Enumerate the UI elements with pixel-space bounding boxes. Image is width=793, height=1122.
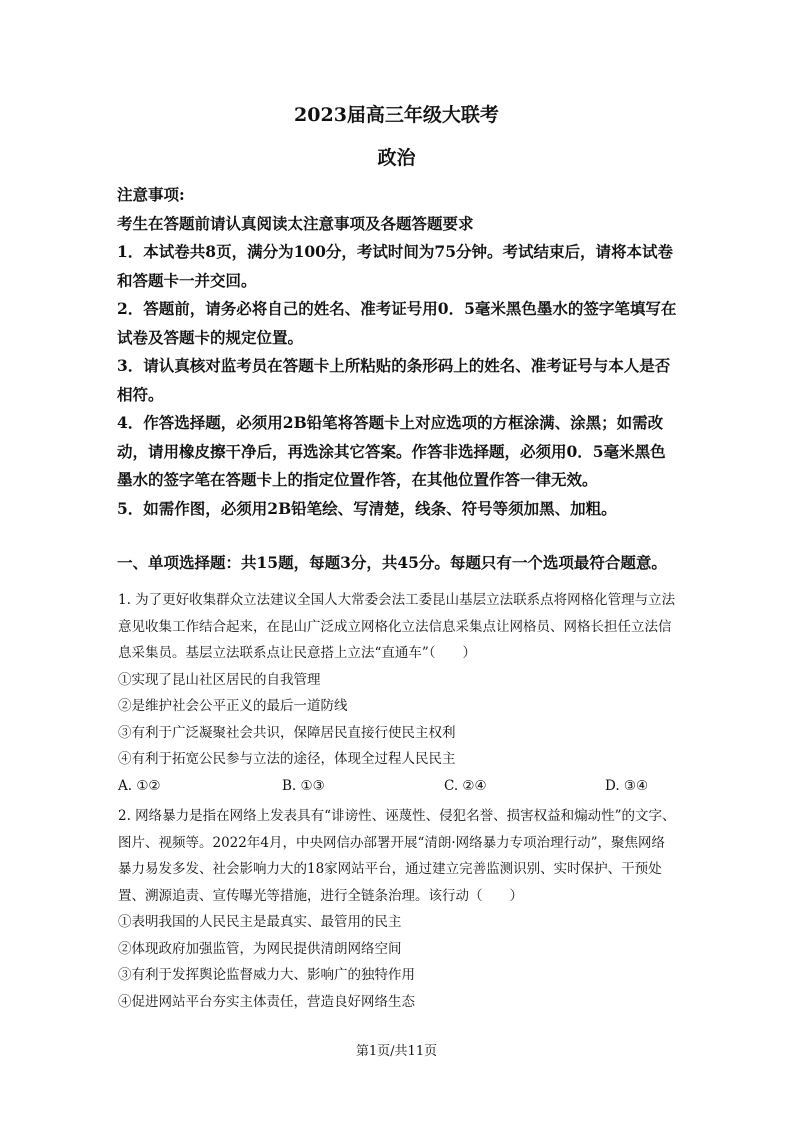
statement: ④促进网站平台夯实主体责任，营造良好网络生态 <box>118 993 415 1010</box>
statement: ②体现政府加强监管，为网民提供清朗网络空间 <box>118 940 402 957</box>
notes-intro: 考生在答题前请认真阅读太注意事项及各题答题要求 <box>117 213 474 233</box>
notes-item: 5．如需作图，必须用2B铅笔绘、写清楚，线条、符号等须加黑、加粗。 <box>117 498 617 518</box>
exam-title: 2023届高三年级大联考 <box>294 104 499 126</box>
page-number: 第1页/共11页 <box>355 1044 438 1059</box>
subject-title: 政治 <box>377 147 416 169</box>
question-1 <box>118 587 678 799</box>
statement: ③有利于广泛凝聚社会共识，保障居民直接行使民主权利 <box>118 724 456 741</box>
answer-options <box>118 773 678 800</box>
notes-item: 1．本试卷共8页，满分为100分，考试时间为75分钟。考试结束后，请将本试卷和答题卡一并交回。 <box>117 242 673 290</box>
notes-item: 4．作答选择题，必须用2B铅笔将答题卡上对应选项的方框涂满、涂黑；如需改动，请用橡皮擦干净后，再选涂其它答案。作答非选择题，必须用0．5毫米黑色墨水的签字笔在答题卡上的指定位置作答，在其他位置作答一律无效。 <box>117 413 666 489</box>
statement: ③有利于发挥舆论监督威力大、影响广的独特作用 <box>118 967 415 983</box>
notes-heading: 注意事项: <box>117 185 185 204</box>
option-d: D. ③④ <box>605 777 649 794</box>
statement: ②是维护社会公平正义的最后一道防线 <box>118 698 348 714</box>
exam-notes <box>117 181 677 523</box>
question-stem: 2. 网络暴力是指在网络上发表具有“诽谤性、诬蔑性、侵犯名誉、损害权益和煽动性”的文字、图片、视频等。2022年4月，中央网信办部署开展“清朗·网络暴力专项治理行动”，聚焦网络暴力易发多发、社会影响力大的18家网站平台，通过建立完善监测识别、实时保护、干预处置、溯源追责、宣传曝光等措施，进行全链条治理。该行动（ ） <box>118 808 676 904</box>
option-b: B. ①③ <box>282 777 325 794</box>
notes-item: 3．请认真核对监考员在答题卡上所粘贴的条形码上的姓名、准考证号与本人是否相符。 <box>117 356 671 404</box>
section-heading: 一、单项选择题：共15题，每题3分，共45分。每题只有一个选项最符合题意。 <box>117 553 667 572</box>
statement: ①实现了昆山社区居民的自我管理 <box>118 671 321 688</box>
statement: ①表明我国的人民民主是最真实、最管用的民主 <box>118 914 402 930</box>
notes-item: 2．答题前，请务必将自己的姓名、准考证号用0．5毫米黑色墨水的签字笔填写在试卷及答题卡的规定位置。 <box>117 299 677 347</box>
question-stem: 1. 为了更好收集群众立法建议全国人大常委会法工委昆山基层立法联系点将网格化管理与立法意见收集工作结合起来，在昆山广泛成立网格化立法信息采集点让网格员、网格长担任立法信息采集员。基层立法联系点让民意搭上立法“直通车”（ ） <box>118 592 676 661</box>
option-a: A. ①② <box>118 777 161 794</box>
option-c: C. ②④ <box>444 777 487 794</box>
question-2 <box>118 803 678 1015</box>
statement: ④有利于拓宽公民参与立法的途径，体现全过程人民民主 <box>118 751 456 767</box>
